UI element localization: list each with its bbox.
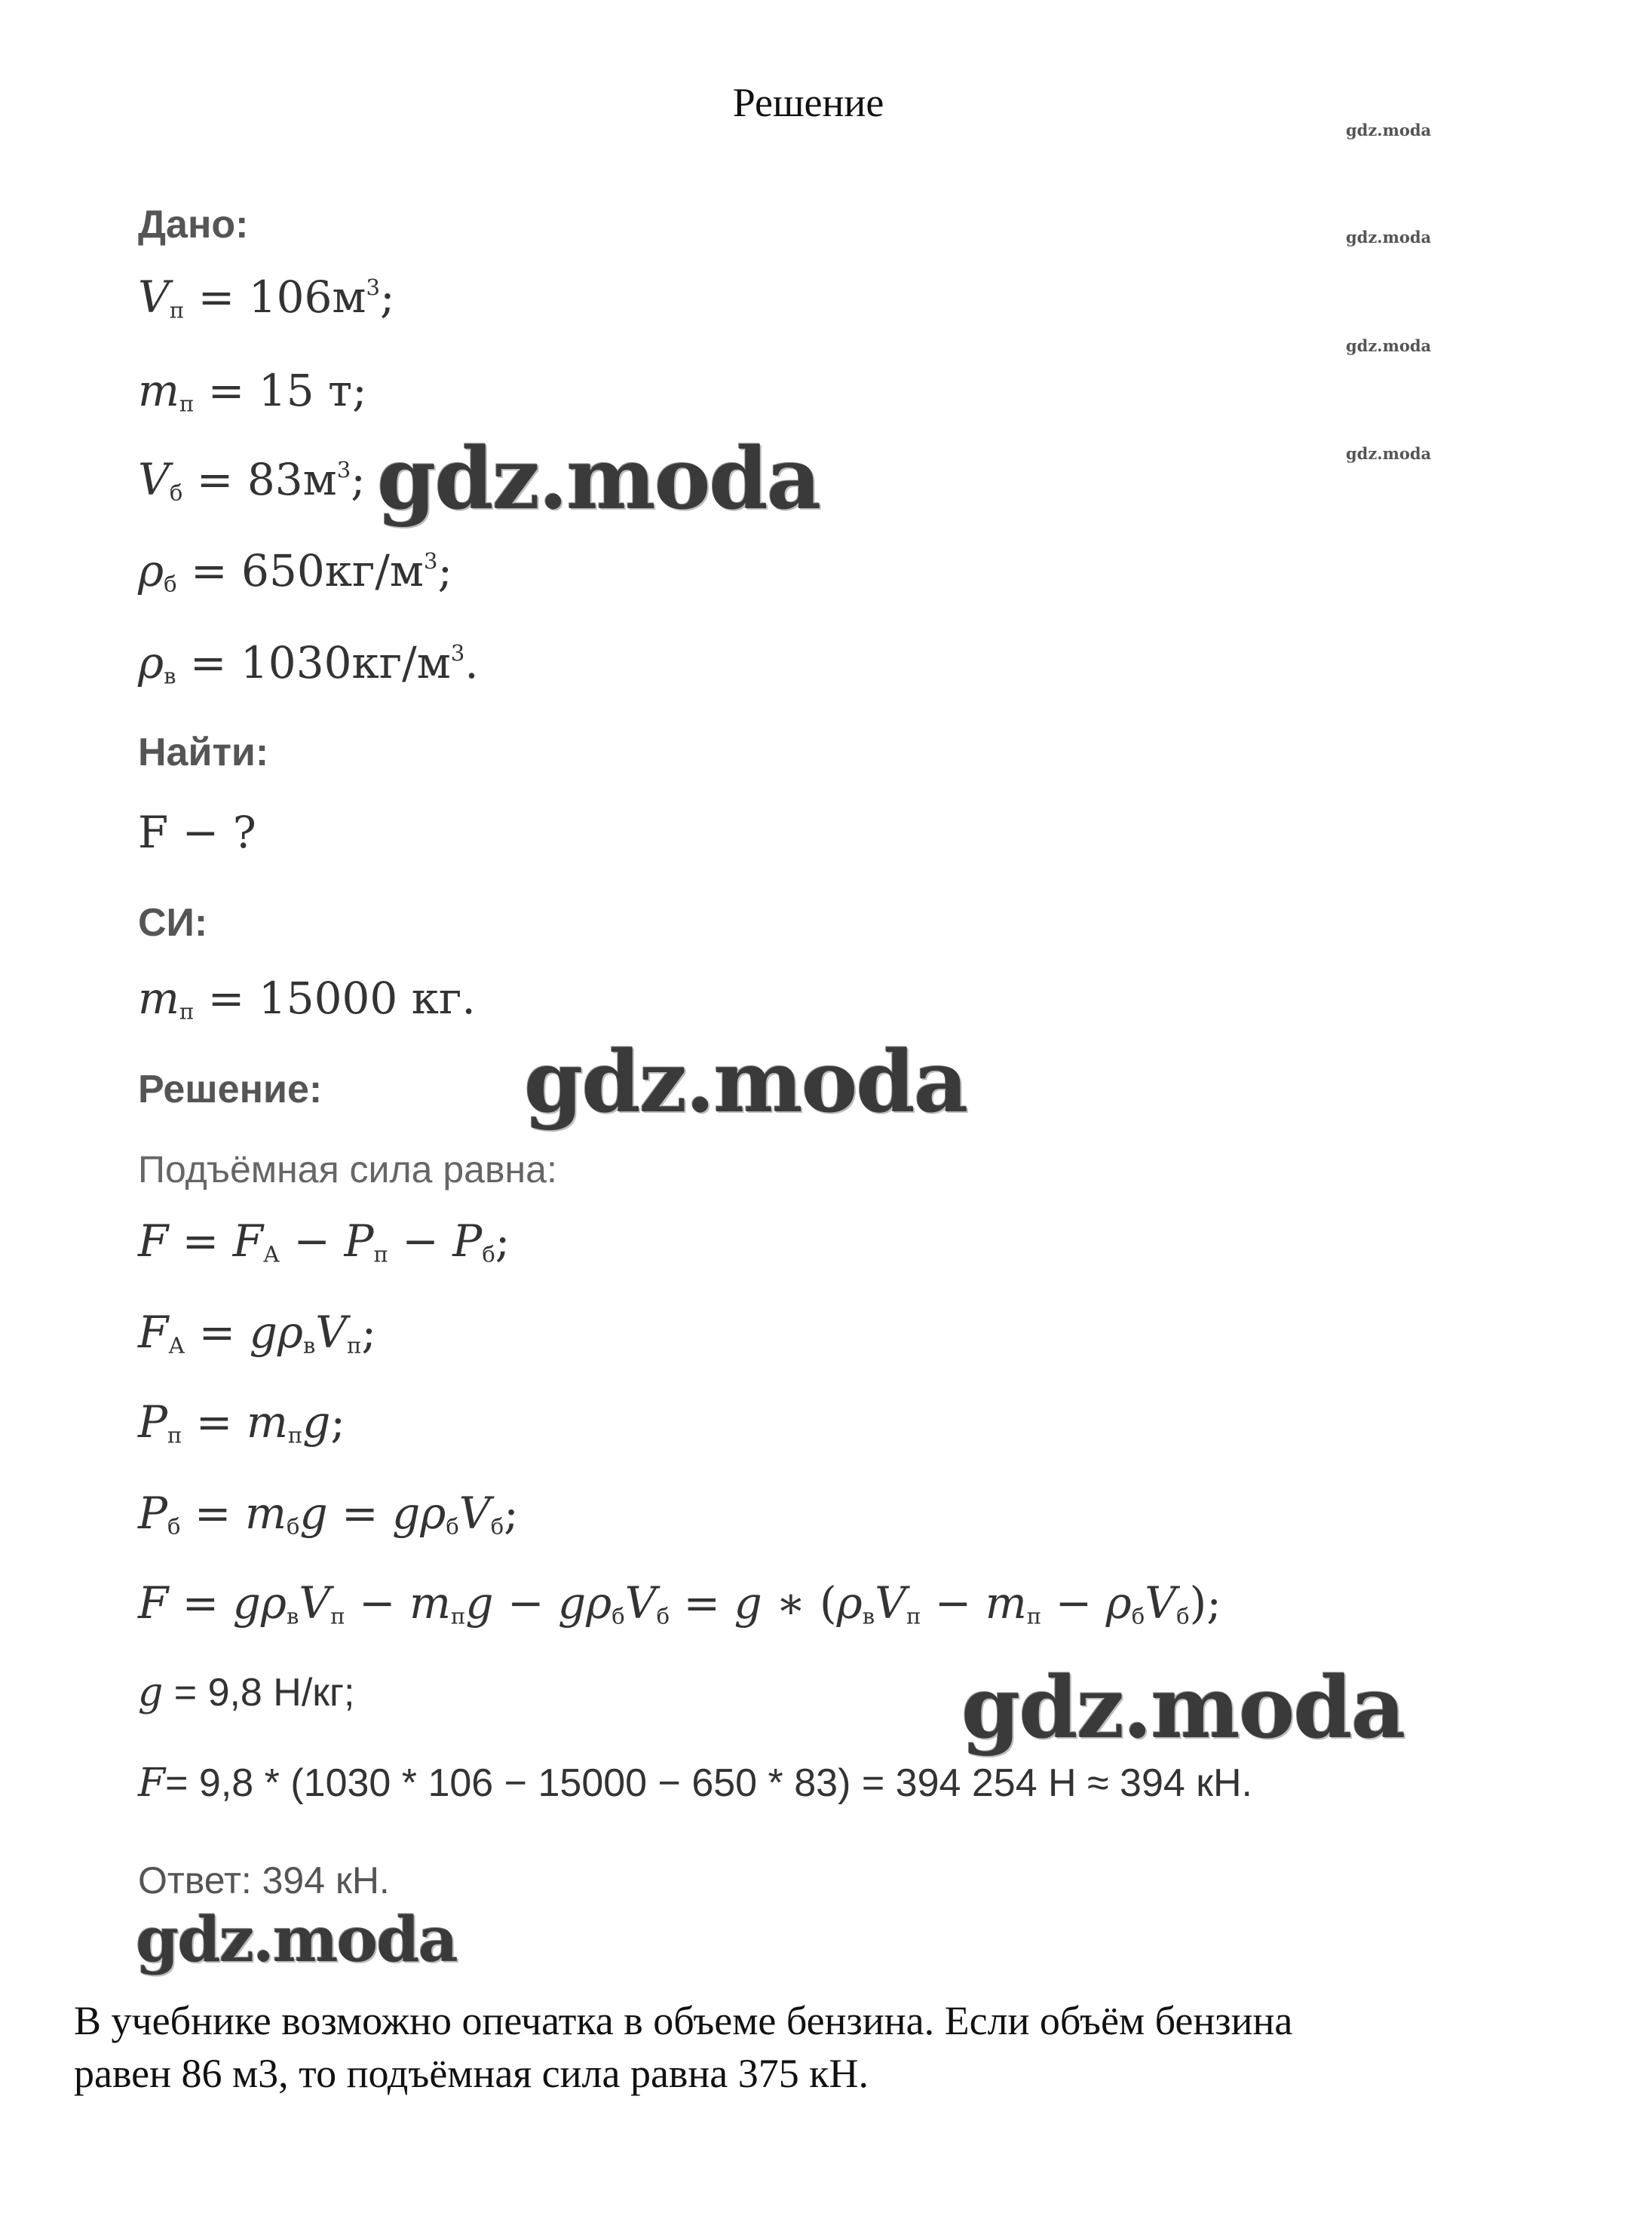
- result-calculation: F= 9,8 * (1030 * 106 − 15000 − 650 * 83) = 394 254 Н ≈ 394 кН.: [138, 1761, 1253, 1806]
- watermark-large: gdz.moda: [524, 1033, 967, 1132]
- watermark-small: gdz.moda: [1346, 336, 1432, 355]
- find-heading: Найти:: [138, 731, 269, 774]
- given-density-water: $\rho_в = 1030кг/м^3$.: [138, 637, 479, 689]
- given-volume-balloon: $V_п = 106м^3$;: [138, 271, 395, 323]
- find-value: F − ?: [138, 807, 256, 858]
- watermark-large: gdz.moda: [136, 1904, 457, 1976]
- gravity-constant: g = 9,8 Н/кг;: [138, 1670, 355, 1715]
- formula-weight-balloon: $P_п = m_пg$;: [138, 1396, 345, 1448]
- formula-weight-gasoline: $P_б = m_бg = g\rho_бV_б$;: [138, 1488, 519, 1540]
- note-line: равен 86 м3, то подъёмная сила равна 375 кН.: [74, 2051, 869, 2096]
- watermark-large: gdz.moda: [377, 430, 820, 529]
- watermark-small: gdz.moda: [1346, 121, 1432, 139]
- given-volume-gasoline: $V_б = 83м^3$;: [138, 454, 366, 506]
- watermark-small: gdz.moda: [1346, 444, 1432, 463]
- formula-archimedes-force: $F_А = g\rho_вV_п$;: [138, 1307, 377, 1359]
- given-density-gasoline: $\rho_б = 650кг/м^3$;: [138, 545, 453, 597]
- note-line: В учебнике возможно опечатка в объеме бензина. Если объём бензина: [74, 1998, 1293, 2043]
- solution-intro: Подъёмная сила равна:: [138, 1148, 557, 1191]
- note-paragraph: [74, 1994, 1582, 2100]
- si-mass: $m_п = 15000$ кг.: [138, 973, 476, 1025]
- answer: Ответ: 394 кН.: [138, 1859, 390, 1902]
- watermark-large: gdz.moda: [961, 1659, 1405, 1758]
- formula-lift-expanded: $F = g\rho_вV_п - m_пg - g\rho_бV_б = g$ ∗ $(\rho_вV_п - m_п - \rho_бV_б)$;: [138, 1577, 1221, 1629]
- solution-heading: Решение:: [138, 1068, 323, 1111]
- watermark-small: gdz.moda: [1346, 228, 1432, 247]
- given-mass-balloon: $m_п = 15$ т;: [138, 365, 367, 417]
- page-title: Решение: [732, 80, 884, 125]
- formula-lift-force: $F = F_А - P_п - P_б$;: [138, 1215, 510, 1267]
- si-heading: СИ:: [138, 901, 208, 945]
- given-heading: Дано:: [138, 203, 249, 247]
